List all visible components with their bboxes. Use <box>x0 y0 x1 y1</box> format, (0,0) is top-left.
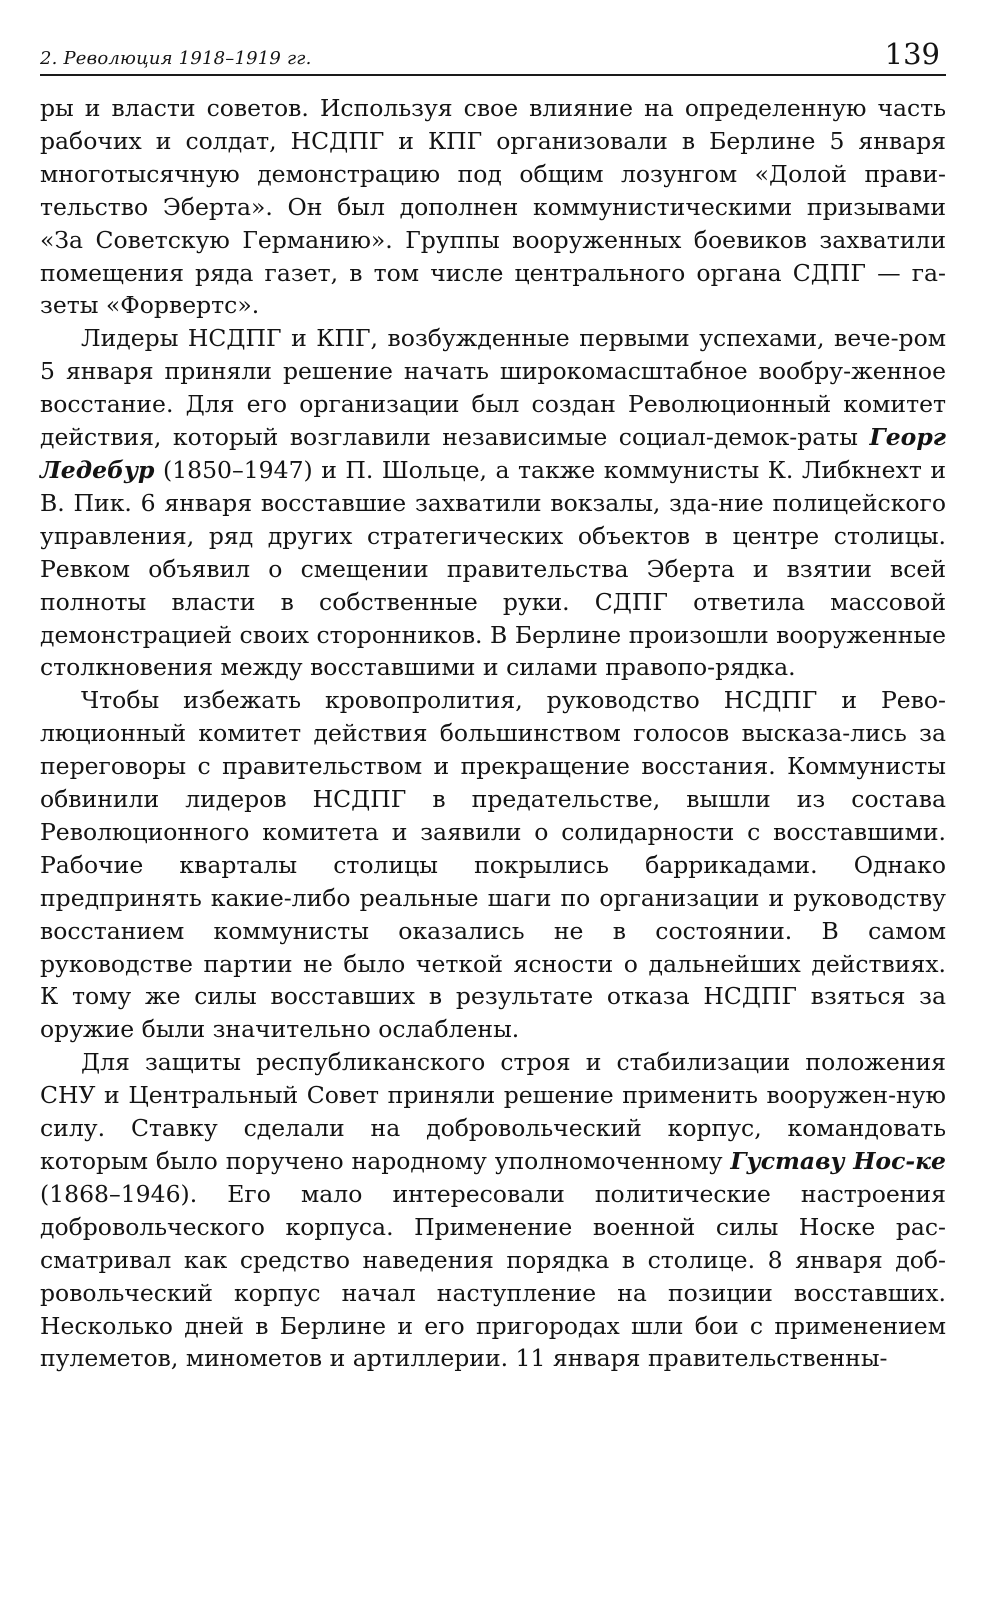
emphasized-name: Густаву Нос-ке <box>730 1147 946 1175</box>
text-run: Чтобы избежать кровопролития, руководство НСДПГ и Рево-люционный комитет действия большинством голосов высказа-лись за переговоры с правительством и прекращение восстания. Коммунисты обвинили лидеров НСДПГ в предательстве, вышли из состава Революционного комитета и заявили о солидарности с восставшими. Рабочие кварталы столицы покрылись баррикадами. Однако предпринять какие-либо реальные шаги по организации и руководству восстанием коммунисты оказались не в состоянии. В самом руководстве партии не было четкой ясности о дальнейших действиях. К тому же силы восставших в результате отказа НСДПГ взяться за оружие были значительно ослаблены. <box>40 686 946 1044</box>
text-run: (1868–1946). Его мало интересовали политические настроения добровольческого корпуса. Применение военной силы Носке рас-сматривал как средство наведения порядка в столице. 8 января доб-ровольческий корпус начал наступление на позиции восставших. Несколько дней в Берлине и его пригородах шли бои с применением пулеметов, минометов и артиллерии. 11 января правительственны- <box>40 1179 946 1373</box>
text-run: ры и власти советов. Используя свое влияние на определенную часть рабочих и солдат, НСДПГ и КПГ организовали в Берлине 5 января многотысячную демонстрацию под общим лозунгом «Долой прави-тельство Эберта». Он был дополнен коммунистическими призывами «За Советскую Германию». Группы вооруженных боевиков захватили помещения ряда газет, в том числе центрального органа СДПГ — га-зеты «Форвертс». <box>40 94 946 320</box>
section-title: 2. Революция 1918–1919 гг. <box>40 48 312 69</box>
page-number: 139 <box>884 37 940 71</box>
paragraph <box>40 684 946 1046</box>
text-run: Лидеры НСДПГ и КПГ, возбужденные первыми успехами, вече-ром 5 января приняли решение начать широкомасштабное вообру-женное восстание. Для его организации был создан Революционный комитет действия, который возглавили независимые социал-демок-раты <box>40 324 946 452</box>
paragraph <box>40 92 946 322</box>
text-run: Для защиты республиканского строя и стабилизации положения СНУ и Центральный Совет приняли решение применить вооружен-ную силу. Ставку сделали на добровольческий корпус, командовать которым было поручено народному уполномоченному <box>40 1048 946 1175</box>
paragraph <box>40 1046 946 1375</box>
paragraph <box>40 322 946 684</box>
running-header <box>40 26 946 76</box>
book-page <box>40 26 946 1375</box>
body-text <box>40 92 946 1375</box>
emphasized-name: Георг Ледебур <box>40 423 946 484</box>
text-run: (1850–1947) и П. Шольце, а также коммунисты К. Либкнехт и В. Пик. 6 января восставшие захватили вокзалы, зда-ние полицейского управления, ряд других стратегических объектов в центре столицы. Ревком объявил о смещении правительства Эберта и взятии всей полноты власти в собственные руки. СДПГ ответила массовой демонстрацией своих сторонников. В Берлине произошли вооруженные столкновения между восставшими и силами правопо-рядка. <box>40 455 946 682</box>
